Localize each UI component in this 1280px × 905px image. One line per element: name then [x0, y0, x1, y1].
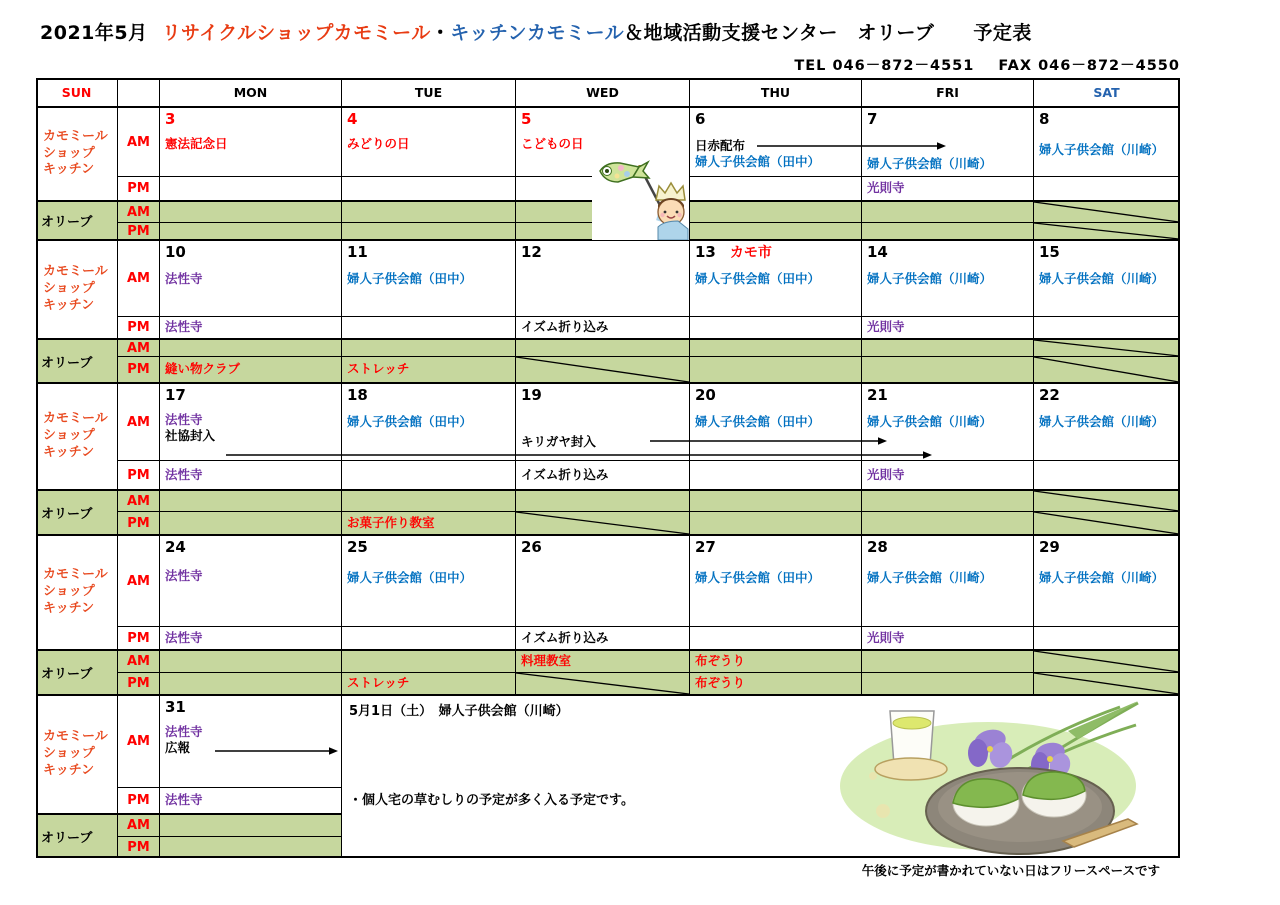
- day-cell-olive-pm: [342, 512, 516, 535]
- schedule-entry: 婦人子供会館（川崎）: [1039, 569, 1165, 585]
- day-cell-olive-pm: [690, 512, 862, 535]
- day-cell-olive-am: [160, 201, 342, 223]
- day-header-empty: [118, 78, 160, 107]
- schedule-entry: 婦人子供会館（田中）: [695, 413, 821, 429]
- day-cell-am: [862, 240, 1034, 317]
- schedule-entry: 婦人子供会館（川崎）: [867, 569, 993, 585]
- day-cell-pm: [1034, 317, 1180, 339]
- row-label-kamomile: [36, 383, 118, 490]
- schedule-entry: ストレッチ: [347, 675, 410, 691]
- date-number: 11: [347, 243, 368, 261]
- day-cell-pm: [160, 317, 342, 339]
- kamomile-label-line: キッチン: [43, 297, 95, 313]
- schedule-entry: 法性寺: [165, 723, 203, 739]
- date-number: 31: [165, 698, 186, 716]
- day-cell-olive-pm: [342, 673, 516, 695]
- kamomile-label-line: キッチン: [43, 600, 95, 616]
- row-label-olive: オリーブ: [36, 814, 118, 858]
- date-number: 26: [521, 538, 542, 556]
- day-cell-am: [1034, 107, 1180, 177]
- day-cell-pm: [342, 461, 516, 490]
- crossed-out-line: [516, 512, 689, 534]
- date-number: 27: [695, 538, 716, 556]
- day-cell-am: [160, 240, 342, 317]
- day-cell-olive-am: [1034, 490, 1180, 512]
- schedule-entry: 婦人子供会館（田中）: [695, 569, 821, 585]
- kashiwamochi-tea-illustration: [838, 691, 1150, 857]
- footer-note: 午後に予定が書かれていない日はフリースペースです: [861, 863, 1160, 878]
- day-header-wed: WED: [516, 78, 690, 107]
- kamomile-label-line: カモミール: [43, 264, 108, 280]
- kamomile-label-line: カモミール: [43, 411, 108, 427]
- day-cell-pm: [862, 627, 1034, 650]
- crossed-out-line: [1034, 491, 1179, 511]
- day-cell-pm: [516, 627, 690, 650]
- schedule-entry: 婦人子供会館（川崎）: [1039, 413, 1165, 429]
- kamomile-label-line: ショップ: [43, 746, 95, 762]
- date-number: 29: [1039, 538, 1060, 556]
- date-event-note: カモ市: [729, 245, 772, 261]
- olive-am-label: AM: [118, 814, 160, 837]
- day-cell-am: [690, 107, 862, 177]
- row-label-kamomile: [36, 695, 118, 814]
- title-month: 2021年5月: [40, 22, 148, 44]
- day-cell-am: [342, 107, 516, 177]
- day-cell-olive-am: [342, 339, 516, 357]
- date-number: 24: [165, 538, 186, 556]
- day-cell-am: [516, 383, 690, 461]
- day-cell-olive-am: [160, 650, 342, 673]
- day-cell-olive-am: [862, 201, 1034, 223]
- day-cell-olive-am: [160, 490, 342, 512]
- day-cell-pm: [160, 627, 342, 650]
- day-cell-am: [160, 535, 342, 627]
- day-cell-pm: [690, 177, 862, 201]
- day-cell-pm: [690, 627, 862, 650]
- schedule-entry: 婦人子供会館（田中）: [695, 154, 821, 170]
- am-label: AM: [118, 535, 160, 627]
- day-cell-olive-am: [690, 339, 862, 357]
- day-cell-olive-pm: [862, 512, 1034, 535]
- schedule-entry: 縫い物クラブ: [165, 361, 241, 377]
- day-cell-olive-pm: [160, 357, 342, 383]
- day-cell-pm: [342, 177, 516, 201]
- day-cell-olive-pm: [342, 357, 516, 383]
- date-number: 6: [695, 110, 706, 128]
- date-number: 28: [867, 538, 888, 556]
- day-cell-olive-am: [690, 201, 862, 223]
- contact-line: [560, 54, 1180, 75]
- schedule-entry: 法性寺: [165, 629, 203, 645]
- day-cell-olive-am: [160, 339, 342, 357]
- pm-label: PM: [118, 627, 160, 650]
- crossed-out-line: [1034, 357, 1179, 382]
- day-cell-olive-pm: [862, 357, 1034, 383]
- schedule-entry: みどりの日: [347, 135, 410, 151]
- day-cell-olive-pm: [1034, 357, 1180, 383]
- day-cell-am: [862, 107, 1034, 177]
- date-number: 8: [1039, 110, 1050, 128]
- day-cell-am: [342, 383, 516, 461]
- day-cell-olive-am: [1034, 201, 1180, 223]
- date-number: 3: [165, 110, 176, 128]
- day-cell-pm: [342, 317, 516, 339]
- date-number: 20: [695, 386, 716, 404]
- schedule-entry: 婦人子供会館（田中）: [347, 569, 473, 585]
- kamomile-label-line: ショップ: [43, 145, 95, 161]
- day-cell-olive-am: [690, 650, 862, 673]
- schedule-entry: 憲法記念日: [165, 135, 228, 151]
- day-cell-olive-pm: [160, 223, 342, 240]
- day-cell-am: [516, 240, 690, 317]
- day-cell-am: [1034, 535, 1180, 627]
- date-number: 15: [1039, 243, 1060, 261]
- kamomile-label-line: ショップ: [43, 281, 95, 297]
- day-cell-olive-pm: [1034, 512, 1180, 535]
- row-label-olive: オリーブ: [36, 339, 118, 383]
- crossed-out-line: [516, 357, 689, 382]
- schedule-entry: 布ぞうり: [695, 653, 746, 669]
- day-cell-pm: [160, 177, 342, 201]
- day-cell-olive-am: [516, 490, 690, 512]
- day-cell-am: [862, 535, 1034, 627]
- day-cell-olive-am: [160, 814, 342, 837]
- day-cell-olive-am: [862, 490, 1034, 512]
- day-cell-olive-am: [690, 490, 862, 512]
- day-cell-olive-pm: [862, 223, 1034, 240]
- crossed-out-line: [516, 673, 689, 694]
- olive-am-label: AM: [118, 201, 160, 223]
- note-may1: 5月1日（土） 婦人子供会館（川崎）: [349, 704, 569, 719]
- schedule-entry: 婦人子供会館（田中）: [347, 270, 473, 286]
- date-number: 21: [867, 386, 888, 404]
- day-cell-am: [342, 535, 516, 627]
- kamomile-label-line: ショップ: [43, 428, 95, 444]
- olive-pm-label: PM: [118, 837, 160, 858]
- crossed-out-line: [1034, 651, 1179, 672]
- schedule-entry: 料理教室: [521, 653, 572, 669]
- day-cell-olive-pm: [690, 357, 862, 383]
- day-cell-olive-pm: [342, 223, 516, 240]
- am-label: AM: [118, 383, 160, 461]
- day-cell-olive-pm: [516, 512, 690, 535]
- schedule-entry: イズム折り込み: [521, 629, 609, 645]
- tel-number: TEL 046－872－4551: [794, 58, 975, 74]
- title-kitchen: キッチンカモミール: [450, 22, 625, 44]
- olive-am-label: AM: [118, 339, 160, 357]
- day-cell-olive-am: [862, 650, 1034, 673]
- am-label: AM: [118, 240, 160, 317]
- pm-label: PM: [118, 317, 160, 339]
- schedule-entry: お菓子作り教室: [347, 514, 435, 530]
- crossed-out-line: [1034, 223, 1179, 239]
- kamomile-label-line: ショップ: [43, 584, 95, 600]
- day-cell-pm: [1034, 461, 1180, 490]
- row-label-olive: オリーブ: [36, 650, 118, 695]
- title-recycle-shop: リサイクルショップカモミール: [161, 22, 431, 44]
- day-cell-am: [1034, 240, 1180, 317]
- date-number: 14: [867, 243, 888, 261]
- am-label: AM: [118, 107, 160, 177]
- day-cell-pm: [862, 177, 1034, 201]
- pm-label: PM: [118, 177, 160, 201]
- schedule-entry: イズム折り込み: [521, 466, 609, 482]
- row-label-kamomile: [36, 107, 118, 201]
- schedule-entry: 婦人子供会館（川崎）: [1039, 270, 1165, 286]
- day-cell-am: [862, 383, 1034, 461]
- day-cell-olive-am: [862, 339, 1034, 357]
- date-number: 25: [347, 538, 368, 556]
- schedule-entry: 法性寺: [165, 270, 203, 286]
- title-rest: ＆地域活動支援センター オリーブ 予定表: [624, 22, 1032, 44]
- day-cell-olive-am: [516, 339, 690, 357]
- date-number: 10: [165, 243, 186, 261]
- day-cell-am: [690, 383, 862, 461]
- crossed-out-line: [1034, 202, 1179, 222]
- day-cell-am: [1034, 383, 1180, 461]
- day-cell-am: [160, 107, 342, 177]
- date-number: 19: [521, 386, 542, 404]
- kamomile-label-line: カモミール: [43, 128, 108, 144]
- date-number: 12: [521, 243, 542, 261]
- schedule-entry: 婦人子供会館（川崎）: [867, 155, 993, 171]
- schedule-entry: 光則寺: [867, 629, 905, 645]
- row-label-kamomile: [36, 535, 118, 650]
- date-number: 13 カモ市: [695, 243, 772, 261]
- day-cell-olive-pm: [160, 673, 342, 695]
- kamomile-label-line: キッチン: [43, 444, 95, 460]
- page-title: [40, 18, 1032, 45]
- day-cell-olive-am: [342, 650, 516, 673]
- pm-label: PM: [118, 461, 160, 490]
- schedule-entry: 婦人子供会館（川崎）: [1039, 141, 1165, 157]
- schedule-entry: 法性寺: [165, 411, 203, 427]
- date-number: 7: [867, 110, 878, 128]
- day-cell-pm: [862, 317, 1034, 339]
- day-cell-olive-pm: [690, 673, 862, 695]
- day-cell-olive-pm: [1034, 223, 1180, 240]
- crossed-out-line: [1034, 340, 1179, 356]
- day-cell-am: [342, 240, 516, 317]
- am-label: AM: [118, 695, 160, 788]
- row-label-kamomile: [36, 240, 118, 339]
- schedule-entry: 光則寺: [867, 180, 905, 196]
- day-cell-am: [690, 535, 862, 627]
- schedule-entry: 婦人子供会館（田中）: [695, 270, 821, 286]
- schedule-entry: 光則寺: [867, 466, 905, 482]
- schedule-entry: 社協封入: [165, 428, 216, 444]
- schedule-entry: 法性寺: [165, 319, 203, 335]
- schedule-entry: 婦人子供会館（田中）: [347, 413, 473, 429]
- day-header-sun: SUN: [36, 78, 118, 107]
- kamomile-label-line: カモミール: [43, 729, 108, 745]
- day-cell-pm: [1034, 177, 1180, 201]
- day-cell-olive-am: [1034, 339, 1180, 357]
- schedule-entry: こどもの日: [521, 135, 584, 151]
- schedule-entry: 法性寺: [165, 567, 203, 583]
- day-cell-pm: [160, 788, 342, 814]
- day-cell-pm: [690, 317, 862, 339]
- day-cell-am: [160, 695, 342, 788]
- day-cell-olive-pm: [690, 223, 862, 240]
- fax-number: FAX 046－872－4550: [998, 58, 1180, 74]
- day-cell-olive-am: [342, 490, 516, 512]
- schedule-entry: 法性寺: [165, 466, 203, 482]
- day-cell-pm: [862, 461, 1034, 490]
- day-header-sat: SAT: [1034, 78, 1180, 107]
- title-separator: ・: [430, 22, 451, 44]
- schedule-entry: キリガヤ封入: [521, 433, 596, 449]
- date-number: 22: [1039, 386, 1060, 404]
- schedule-entry: 婦人子供会館（川崎）: [867, 270, 993, 286]
- olive-pm-label: PM: [118, 357, 160, 383]
- day-cell-olive-pm: [516, 357, 690, 383]
- date-number: 17: [165, 386, 186, 404]
- date-number: 5: [521, 110, 532, 128]
- pm-label: PM: [118, 788, 160, 814]
- day-cell-olive-am: [1034, 650, 1180, 673]
- day-cell-pm: [690, 461, 862, 490]
- day-cell-pm: [1034, 627, 1180, 650]
- schedule-entry: 広報: [165, 740, 191, 756]
- day-cell-pm: [516, 461, 690, 490]
- schedule-entry: 法性寺: [165, 792, 203, 808]
- schedule-entry: 日赤配布: [695, 137, 746, 153]
- olive-pm-label: PM: [118, 223, 160, 240]
- date-number: 4: [347, 110, 358, 128]
- row-label-olive: オリーブ: [36, 201, 118, 240]
- olive-am-label: AM: [118, 490, 160, 512]
- day-cell-pm: [516, 317, 690, 339]
- day-header-tue: TUE: [342, 78, 516, 107]
- day-cell-am: [160, 383, 342, 461]
- kamomile-label-line: カモミール: [43, 567, 108, 583]
- day-cell-am: [690, 240, 862, 317]
- schedule-entry: 布ぞうり: [695, 675, 746, 691]
- koinobori-boy-illustration: [592, 155, 704, 240]
- day-cell-olive-pm: [160, 512, 342, 535]
- day-cell-am: [516, 535, 690, 627]
- schedule-entry: 光則寺: [867, 319, 905, 335]
- schedule-entry: 婦人子供会館（川崎）: [867, 413, 993, 429]
- day-header-thu: THU: [690, 78, 862, 107]
- day-cell-olive-am: [342, 201, 516, 223]
- crossed-out-line: [1034, 512, 1179, 534]
- schedule-entry: イズム折り込み: [521, 319, 609, 335]
- day-cell-pm: [342, 627, 516, 650]
- day-header-fri: FRI: [862, 78, 1034, 107]
- day-cell-olive-pm: [516, 673, 690, 695]
- note-kusamushiri: ・個人宅の草むしりの予定が多く入る予定です。: [349, 793, 634, 808]
- day-cell-pm: [160, 461, 342, 490]
- kamomile-label-line: キッチン: [43, 762, 95, 778]
- olive-pm-label: PM: [118, 673, 160, 695]
- olive-am-label: AM: [118, 650, 160, 673]
- kamomile-label-line: キッチン: [43, 162, 95, 178]
- date-number: 18: [347, 386, 368, 404]
- day-cell-olive-pm: [160, 837, 342, 858]
- olive-pm-label: PM: [118, 512, 160, 535]
- day-header-mon: MON: [160, 78, 342, 107]
- row-label-olive: オリーブ: [36, 490, 118, 535]
- day-cell-olive-am: [516, 650, 690, 673]
- schedule-entry: ストレッチ: [347, 361, 410, 377]
